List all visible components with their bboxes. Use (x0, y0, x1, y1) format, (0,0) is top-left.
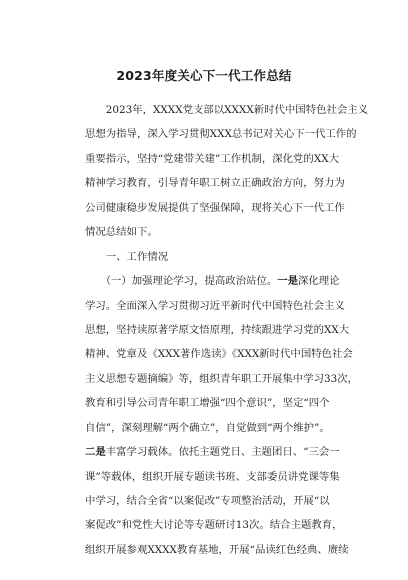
body-line-text: 深化理论 (298, 275, 340, 288)
body-line: 课”等载体，组织开展专题读书班、支部委员讲党课等集 (85, 470, 340, 483)
body-line: 精神学习教育，引导青年职工树立正确政治方向，努力为 (85, 177, 345, 190)
document-title: 2023年度关心下一代工作总结 (116, 68, 292, 83)
body-line: 2023年，XXXX党支部以XXXX新时代中国特色社会主义 (85, 104, 369, 116)
body-line-text: （一）加强理论学习，提高政治站位。 (85, 275, 278, 288)
body-line: 组织开展参观XXXX教育基地，开展“品读红色经典、赓续 (85, 543, 349, 556)
body-line: 自信”，深刻理解“两个确立”，自觉做到“两个维护”。 (85, 421, 330, 434)
body-line: 教育和引导公司青年职工增强“四个意识”，坚定“四个 (85, 397, 330, 410)
body-line: 案促改”和党性大讨论等专题研讨13次。结合主题教育， (85, 519, 343, 532)
body-line: 思想为指导，深入学习贯彻XXX总书记对关心下一代工作的 (85, 128, 357, 141)
body-line: 思想，坚持读原著学原文悟原理，持续跟进学习党的XX大 (85, 323, 350, 336)
body-line-emphasis: 一是 (277, 275, 299, 288)
body-line: 中学习，结合全省“以案促改”专项整治活动，开展“以 (85, 495, 330, 507)
body-line-text: 丰富学习载体。依托主题党日、主题团日、“三会一 (105, 446, 340, 459)
body-line-emphasis: 二是 (85, 446, 106, 459)
document-body (85, 98, 369, 562)
body-line: 一、工作情况 (85, 250, 169, 263)
body-line: 主义思想专题摘编》等，组织青年职工开展集中学习33次， (85, 372, 358, 385)
body-line: 公司健康稳步发展提供了坚强保障，现将关心下一代工作 (85, 201, 345, 214)
body-line (85, 440, 340, 464)
body-line: 学习。全面深入学习贯彻习近平新时代中国特色社会主义 (85, 299, 345, 312)
body-line: 情况总结如下。 (85, 226, 158, 239)
body-line: 重要指示，坚持“党建带关建”工作机制，深化党的XX大 (85, 152, 340, 165)
body-line (85, 269, 340, 293)
body-line: 精神、党章及《XXX著作选读》《XXX新时代中国特色社会 (85, 348, 353, 361)
